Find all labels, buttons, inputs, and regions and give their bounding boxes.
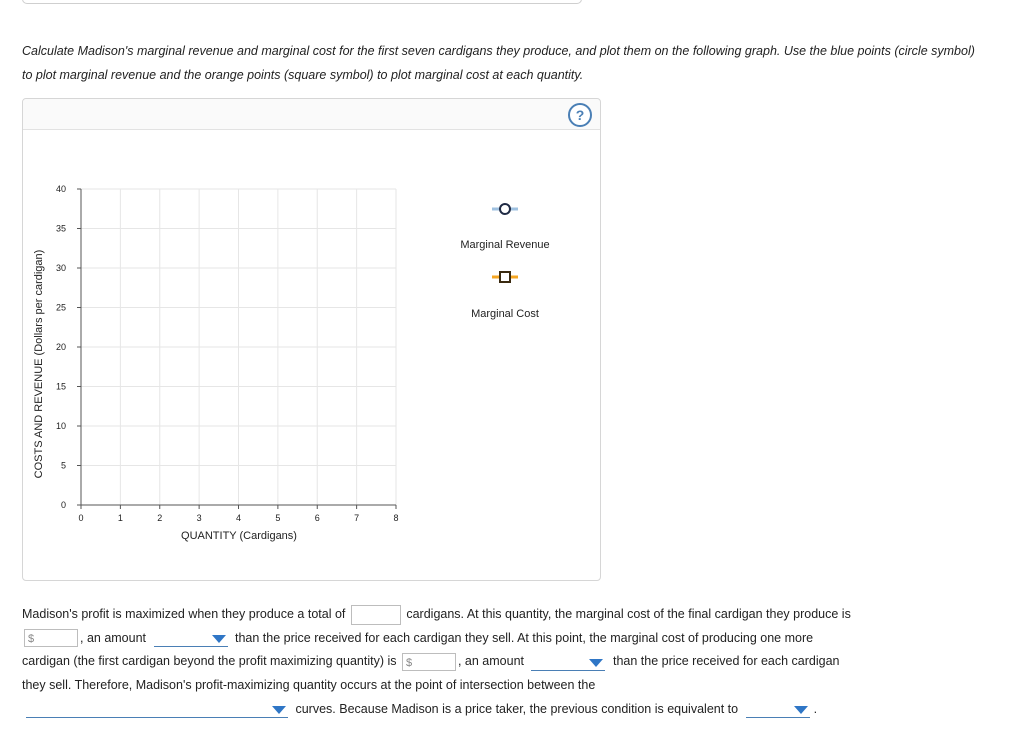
- profit-max-quantity-input[interactable]: [351, 605, 401, 625]
- instructions-text: Calculate Madison's marginal revenue and marginal cost for the first seven cardigans they produce, and plot them on the following graph. Use the blue points (circle symbol) to plot marginal revenue and the orange points (square symbol) to plot marginal cost at each quantity.: [22, 44, 975, 82]
- comparison-dropdown-2[interactable]: [531, 654, 605, 671]
- y-tick-label: 0: [60, 500, 66, 510]
- dollar-sign: $: [405, 657, 413, 670]
- question-text-2: cardigans. At this quantity, the marginal cost of the final cardigan they produce is: [406, 607, 851, 621]
- y-tick-label: 15: [55, 381, 66, 392]
- x-tick-label: 2: [157, 513, 163, 523]
- question-text-7: than the price received for each cardigan: [612, 654, 840, 669]
- legend-label: Marginal Revenue: [460, 239, 550, 251]
- equivalent-condition-dropdown[interactable]: [746, 701, 810, 718]
- y-tick-label: 10: [55, 421, 66, 431]
- y-axis-label: COSTS AND REVENUE (Dollars per cardigan): [33, 249, 45, 479]
- y-tick-label: 40: [55, 184, 66, 194]
- graph-canvas[interactable]: [23, 99, 600, 580]
- graph-panel: [22, 98, 601, 581]
- chevron-down-icon: [272, 706, 286, 714]
- question-text-5: cardigan (the first cardigan beyond the profit maximizing quantity) is: [22, 654, 397, 669]
- final-cardigan-mc-input[interactable]: [24, 629, 78, 647]
- help-button[interactable]: ?: [568, 103, 592, 127]
- previous-panel-edge: [22, 0, 582, 4]
- x-tick-label: 7: [354, 513, 360, 523]
- x-tick-label: 1: [117, 513, 123, 523]
- y-tick-label: 35: [55, 223, 66, 234]
- x-tick-label: 8: [393, 513, 399, 523]
- x-tick-label: 0: [78, 513, 84, 523]
- x-tick-label: 4: [235, 513, 242, 523]
- comparison-dropdown-1[interactable]: [154, 630, 228, 647]
- question-text-3: , an amount: [80, 630, 147, 645]
- question-text-4: than the price received for each cardigan they sell. At this point, the marginal cost of producing one more: [234, 630, 814, 645]
- question-text-1: Madison's profit is maximized when they produce a total of: [22, 607, 346, 621]
- question-text-6: , an amount: [457, 654, 524, 669]
- x-tick-label: 5: [275, 513, 281, 523]
- x-axis-label: QUANTITY (Cardigans): [181, 530, 297, 542]
- question-paragraph: [22, 603, 1002, 722]
- x-tick-label: 6: [314, 513, 320, 523]
- chevron-down-icon: [589, 659, 603, 667]
- question-text-10: .: [813, 701, 818, 716]
- legend-label: Marginal Cost: [471, 308, 539, 320]
- legend-square-marker: [500, 272, 510, 282]
- y-tick-label: 20: [55, 342, 66, 352]
- y-tick-label: 30: [55, 263, 66, 273]
- chevron-down-icon: [794, 706, 808, 714]
- curves-dropdown[interactable]: [26, 701, 288, 718]
- chevron-down-icon: [212, 635, 226, 643]
- question-text-8: they sell. Therefore, Madison's profit-maximizing quantity occurs at the point of intersection between the: [22, 678, 596, 693]
- question-text-9: curves. Because Madison is a price taker, the previous condition is equivalent to: [295, 701, 739, 716]
- legend-circle-marker: [500, 204, 510, 214]
- y-tick-label: 5: [60, 460, 66, 471]
- x-tick-label: 3: [196, 513, 202, 523]
- y-tick-label: 25: [55, 302, 66, 313]
- next-cardigan-mc-input[interactable]: [402, 653, 456, 671]
- dollar-sign: $: [28, 633, 35, 646]
